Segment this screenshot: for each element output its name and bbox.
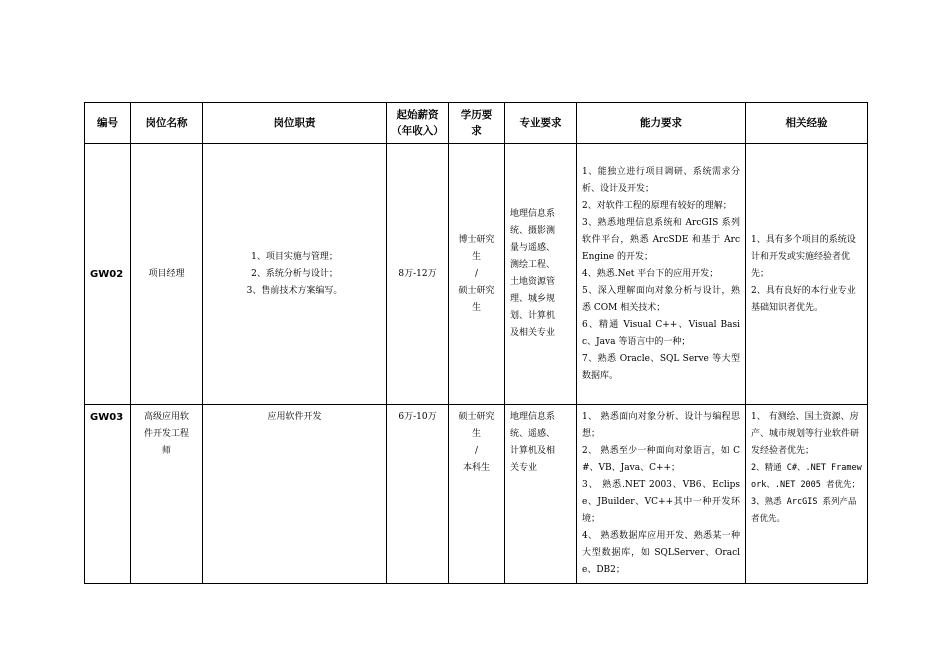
header-major: 专业要求: [505, 103, 577, 144]
ability-item: 1、 熟悉面向对象分析、设计与编程思想；: [582, 412, 740, 439]
header-edu-line1: 学历要: [460, 109, 493, 121]
job-salary: 6万-10万: [387, 405, 449, 584]
header-row: [85, 103, 868, 144]
table-row: [85, 144, 868, 405]
education-line: 生: [471, 251, 481, 262]
experience-item: 3、熟悉 ArcGIS 系列产品者优先。: [751, 497, 857, 524]
education-line: 本科生: [462, 463, 490, 473]
ability-item: 4、熟悉.Net 平台下的应用开发；: [582, 268, 719, 279]
ability-item: 2、 熟悉至少一种面向对象语言，如 C#、VB、Java、C++；: [582, 446, 740, 473]
table-row: [85, 405, 868, 584]
header-duty: 岗位职责: [203, 103, 387, 144]
ability-item: 7、熟悉 Oracle、SQL Serve 等大型数据库。: [582, 353, 740, 381]
job-salary: 8万-12万: [387, 144, 449, 405]
job-major: [505, 144, 577, 405]
experience-item: 1、 有测绘、国土资源、房产、城市规划等行业软件研发经验者优先；: [751, 412, 860, 456]
experience-item: 2、具有良好的本行业专业基础知识者优先。: [751, 285, 856, 313]
job-major: [505, 405, 577, 584]
major-line: 地理信息系: [510, 209, 556, 219]
job-name: [131, 405, 203, 584]
job-name: 项目经理: [131, 144, 203, 405]
job-table: [84, 102, 868, 584]
major-line: 土地资源管: [510, 277, 556, 287]
job-duties: [203, 144, 387, 405]
header-salary-line1: 起始薪资: [396, 109, 439, 121]
ability-item: 3、 熟悉.NET 2003、VB6、Eclipse、JBuilder、VC++其中一种开发环境；: [582, 480, 740, 524]
education-line: 硕士研究: [458, 285, 495, 296]
major-line: 理、城乡规: [510, 294, 556, 304]
education-line: 生: [471, 429, 481, 439]
name-line: 高级应用软: [143, 412, 189, 422]
duty-line: 应用软件开发: [267, 412, 322, 422]
major-line: 计算机及相: [510, 446, 556, 456]
major-line: 测绘工程、: [510, 260, 556, 270]
education-line: /: [474, 268, 479, 279]
header-name: 岗位名称: [131, 103, 203, 144]
job-ability: [577, 144, 746, 405]
ability-item: 3、熟悉地理信息系统和 ArcGIS 系列软件平台，熟悉 ArcSDE 和基于 Arc Engine 的开发；: [582, 217, 740, 262]
job-education: [449, 405, 505, 584]
job-id: GW02: [85, 144, 131, 405]
header-id: 编号: [85, 103, 131, 144]
job-experience: [746, 405, 868, 584]
job-id: GW03: [85, 405, 131, 584]
duty-line: 1、项目实施与管理；: [251, 251, 338, 262]
experience-item: 1、具有多个项目的系统设计和开发或实施经验者优先；: [751, 234, 856, 279]
job-education: [449, 144, 505, 405]
education-line: /: [474, 446, 479, 456]
header-salary: [387, 103, 449, 144]
ability-item: 1、能独立进行项目调研、系统需求分析、设计及开发；: [582, 166, 740, 194]
education-line: 生: [471, 302, 481, 313]
major-line: 及相关专业: [510, 328, 556, 338]
ability-item: 5、深入理解面向对象分析与设计，熟悉 COM 相关技术；: [582, 285, 740, 313]
job-ability: [577, 405, 746, 584]
job-experience: [746, 144, 868, 405]
education-line: 博士研究: [458, 234, 495, 245]
ability-item: 6、精通 Visual C++、Visual Basic、Java 等语言中的一种；: [582, 319, 740, 347]
duty-line: 2、系统分析与设计；: [251, 268, 338, 279]
major-line: 统、遥感、: [510, 429, 556, 439]
major-line: 统、摄影测: [510, 226, 556, 236]
ability-item: 4、 熟悉数据库应用开发、熟悉某一种大型数据库，如 SQLServer、Oracle、DB2；: [582, 531, 740, 575]
education-line: 硕士研究: [458, 412, 495, 422]
header-salary-line2: （年收入）: [391, 125, 444, 137]
header-education: [449, 103, 505, 144]
duty-line: 3、售前技术方案编写。: [246, 285, 343, 296]
name-line: 师: [161, 446, 171, 456]
major-line: 关专业: [510, 463, 538, 473]
header-ability: 能力要求: [577, 103, 746, 144]
experience-item: 2、精通 C#、.NET Framework、.NET 2005 者优先；: [751, 463, 862, 490]
major-line: 量与遥感、: [510, 243, 556, 253]
ability-item: 2、对软件工程的原理有较好的理解；: [582, 200, 732, 211]
major-line: 地理信息系: [510, 412, 556, 422]
name-line: 件开发工程: [143, 429, 189, 439]
header-experience: 相关经验: [746, 103, 868, 144]
major-line: 划、计算机: [510, 311, 556, 321]
job-duties: [203, 405, 387, 584]
header-edu-line2: 求: [471, 125, 482, 137]
